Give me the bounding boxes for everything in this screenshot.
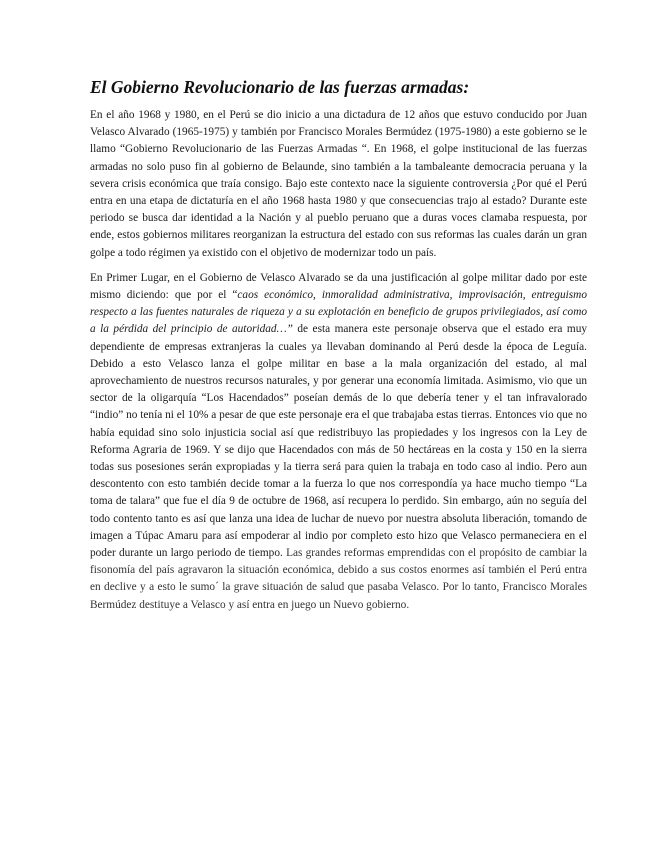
- paragraph-velasco-body: de esta manera este personaje observa que el estado era muy dependiente de empresas extranjeras la cuales ya llevaban dominando al Perú desde la época de Leguía. Debido a esto Velasco lanza el golpe militar en base a la mala organización del estado, al mal aprovechamiento de nuestros recursos naturales, y por generar una economía limitada. Asimismo, vio que un sector de la oligarquía “Los Hacendados” poseían demás de lo que debería tener y el tan infravalorado “indio” no tenía ni el 10% a pesar de que este personaje era el que trabajaba estas tierras. Entonces vio que no había equidad sino solo injusticia social así que redistribuyo las propiedades y los ingresos con la Ley de Reforma Agraria de 1969. Y se dijo que Hacendados con más de 50 hectáreas en la costa y 150 en la sierra todas sus posesiones serán expropiadas y la tierra será para quien la trabaja en todo caso al indio. Pero aun descontento con esto también decide tomar a la fuerza lo que nos correspondía ya hace mucho tiempo “La toma de talara” que fue el día 9 de octubre de 1968, así recupera lo perdido. Sin embargo, aún no seguía del todo contento tanto es así que lanza una idea de luchar de nuevo por nuestra absoluta liberación, tomando de imagen a Túpac Amaru para así empoderar al indio por completo esto hizo que Velasco permaneciera en el poder durante un largo periodo de tiempo.: [90, 323, 587, 560]
- paragraph-velasco: [90, 270, 587, 614]
- paragraph-velasco-intro: En Primer Lugar, en el Gobierno de Velasco Alvarado se da una justificación al golpe militar dado por este mismo diciendo: que por el “: [90, 271, 587, 302]
- paragraph-velasco-tail: Las grandes reformas emprendidas con el propósito de cambiar la fisonomía del país agravaron la situación económica, debido a sus costos enormes así también el Perú entra en declive y a esto le sumo´ la grave situación de salud que pasaba Velasco. Por lo tanto, Francisco Morales Bermúdez destituye a Velasco y así entra en juego un Nuevo gobierno.: [90, 547, 588, 611]
- document-title: El Gobierno Revolucionario de las fuerzas armadas:: [90, 77, 470, 97]
- velasco-quote: caos económico, inmoralidad administrativa, improvisación, entreguismo respecto a las fuentes naturales de riqueza y a su explotación en beneficio de grupos privilegiados, así como a la pérdida del principio de autoridad…”: [90, 289, 587, 336]
- paragraph-intro: En el año 1968 y 1980, en el Perú se dio inicio a una dictadura de 12 años que estuvo conducido por Juan Velasco Alvarado (1965-1975) y también por Francisco Morales Bermúdez (1975-1980) a este gobierno se le llamo “Gobierno Revolucionario de las Fuerzas Armadas “. En 1968, el golpe institucional de las fuerzas armadas no solo puso fin al gobierno de Belaunde, sino también a la tambaleante democracia peruana y la severa crisis económica que traía consigo. Bajo este contexto nace la siguiente controversia ¿Por qué el Perú entra en una etapa de dictaturía en el año 1968 hasta 1980 y que consecuencias trajo al estado? Durante este periodo se busca dar identidad a la Nación y al pueblo peruano que a duras voces clamaba respuesta, por ende, estos gobiernos militares reorganizan la estructura del estado con sus reformas las cuales darán un gran golpe a todo régimen ya existido con el objetivo de modernizar todo un país.: [90, 109, 587, 259]
